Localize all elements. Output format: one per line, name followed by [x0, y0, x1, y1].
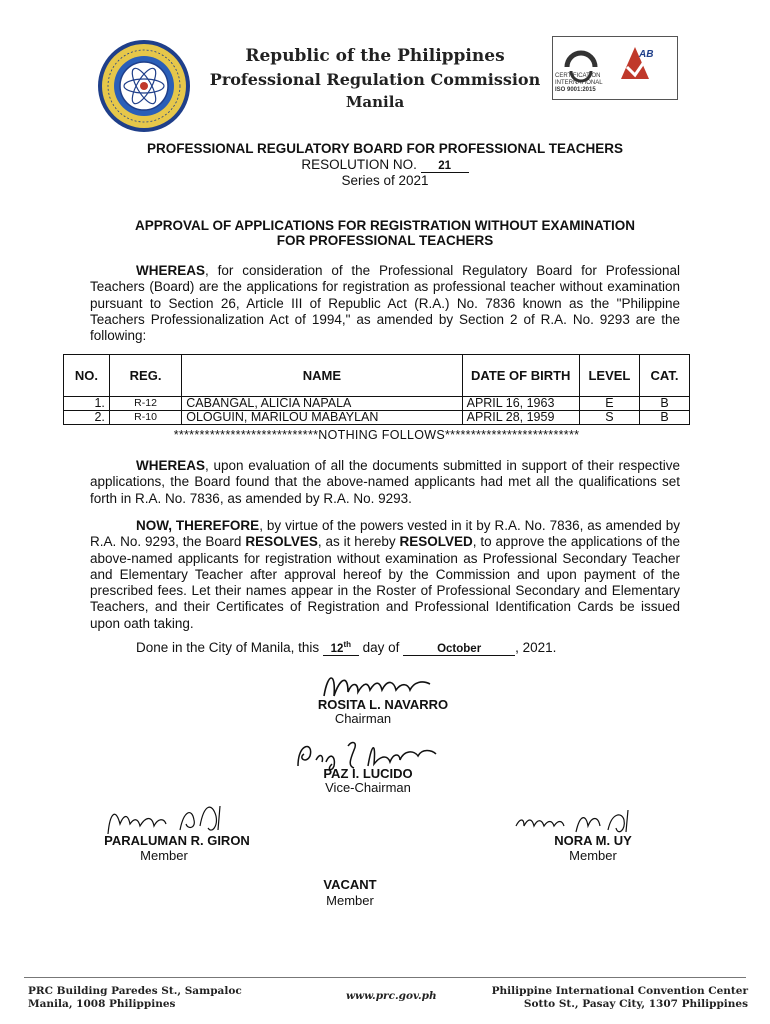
header-dob: DATE OF BIRTH [462, 355, 579, 397]
done-day-suffix: th [343, 640, 352, 650]
vice-chairman-name: PAZ I. LUCIDO [323, 766, 413, 781]
header-reg: REG. [109, 355, 181, 397]
member1-name: PARALUMAN R. GIRON [104, 833, 250, 848]
cell-cat: B [639, 411, 689, 425]
resolution-label: RESOLUTION NO. [301, 157, 417, 172]
resolves-text-c: , to approve the applications of the above-named applicants for registration without examination as Professional Secondary Teacher and Elementary Teacher after approval hereof by the Commission and upon payment of the prescribed fees. Let their names appear in the Roster of Professional Secondary and Elementary Teachers, and their Certificates of Registration and Professional Identification Cards be issued upon oath taking. [90, 534, 681, 631]
cell-cat: B [639, 397, 689, 411]
chairman-name: ROSITA L. NAVARRO [317, 697, 449, 712]
footer-website: www.prc.gov.ph [346, 990, 437, 1002]
resolves-text-a: , by virtue of the powers vested in it by R.A. No. 7836, as amended by R.A. No. 9293, the Board [90, 518, 680, 550]
whereas-paragraph-2 [90, 458, 680, 507]
footer-office-line-2: Sotto St., Pasay City, 1307 Philippines [523, 998, 748, 1010]
done-text-b: day of [358, 640, 404, 655]
resolves-paragraph [90, 518, 680, 632]
series-year: Series of 2021 [341, 173, 429, 188]
cell-dob: APRIL 28, 1959 [462, 411, 579, 425]
table-header-row [64, 355, 690, 397]
member2-name: NORA M. UY [554, 833, 632, 848]
done-text-c: , 2021. [515, 640, 557, 655]
resolves-keyword: RESOLVES [245, 534, 318, 550]
prc-seal-icon [96, 38, 192, 134]
whereas-lead: WHEREAS [136, 263, 206, 278]
cell-level: E [579, 397, 639, 411]
cell-level: S [579, 411, 639, 425]
subject-line-2: FOR PROFESSIONAL TEACHERS [276, 233, 494, 248]
done-day [323, 640, 359, 656]
whereas-text: , upon evaluation of all the documents submitted in support of their respective applications, the Board found that the above-named applicants had met all the qualifications set forth in R.A. No. 7836, as amended by R.A. No. 9293. [90, 458, 680, 506]
applicants-table [63, 354, 690, 425]
done-line [136, 640, 556, 656]
resolves-lead: NOW, THEREFORE [136, 518, 260, 533]
cell-reg: R-12 [109, 397, 181, 411]
footer-address-line-2: Manila, 1008 Philippines [28, 998, 176, 1010]
member1-role: Member [140, 848, 188, 863]
table-row [64, 411, 690, 425]
resolution-no-value: 21 [421, 160, 469, 173]
member3-role: Member [326, 893, 374, 908]
whereas-paragraph-1 [90, 263, 680, 344]
member2-role: Member [569, 848, 617, 863]
header-cat: CAT. [639, 355, 689, 397]
cell-dob: APRIL 16, 1963 [462, 397, 579, 411]
header-name: NAME [182, 355, 462, 397]
whereas-lead: WHEREAS [136, 458, 206, 473]
member3-name: VACANT [323, 877, 377, 892]
cell-reg: R-10 [109, 411, 181, 425]
header-city: Manila [345, 93, 405, 111]
header-commission: Professional Regulation Commission [209, 70, 541, 89]
header-level: LEVEL [579, 355, 639, 397]
done-month: October [403, 643, 515, 656]
whereas-text: , for consideration of the Professional Regulatory Board for Professional Teachers (Board) are the applications for registration as professional teacher without examination pursuant to Section 26, Article III of Republic Act (R.A.) No. 7836 known as the "Philippine Teachers Professionalization Act of 1994," as amended by Section 2 of R.A. No. 9293 are the following: [90, 263, 680, 344]
cert-line-2: INTERNATIONAL [555, 80, 603, 86]
chairman-role: Chairman [334, 711, 392, 726]
cell-no: 1. [64, 397, 110, 411]
footer-office-line-1: Philippine International Convention Center [491, 985, 748, 997]
cell-name: CABANGAL, ALICIA NAPALA [182, 397, 462, 411]
header-republic: Republic of the Philippines [245, 46, 505, 66]
done-day-value: 12 [330, 643, 344, 655]
done-text-a: Done in the City of Manila, this [136, 640, 323, 655]
resolution-number [60, 157, 710, 173]
ab-badge-label: AB [639, 49, 654, 60]
iso-certification-badge [552, 36, 678, 100]
header-no: NO. [64, 355, 110, 397]
cert-line-3: ISO 9001:2015 [555, 87, 596, 93]
cell-name: OLOGUIN, MARILOU MABAYLAN [182, 411, 462, 425]
resolves-text-b: , as it hereby [317, 534, 400, 550]
footer-address-line-1: PRC Building Paredes St., Sampaloc [28, 985, 242, 997]
table-row [64, 397, 690, 411]
board-title: PROFESSIONAL REGULATORY BOARD FOR PROFESSIONAL TEACHERS [146, 141, 624, 156]
cert-line-1: CERTIFICATION [555, 73, 601, 79]
nothing-follows: ****************************NOTHING FOLLOWS************************** [173, 428, 580, 442]
cell-no: 2. [64, 411, 110, 425]
subject-line-1: APPROVAL OF APPLICATIONS FOR REGISTRATION WITHOUT EXAMINATION [135, 218, 635, 233]
resolved-keyword: RESOLVED [399, 534, 473, 550]
footer-divider [24, 977, 746, 978]
vice-chairman-role: Vice-Chairman [325, 780, 411, 795]
